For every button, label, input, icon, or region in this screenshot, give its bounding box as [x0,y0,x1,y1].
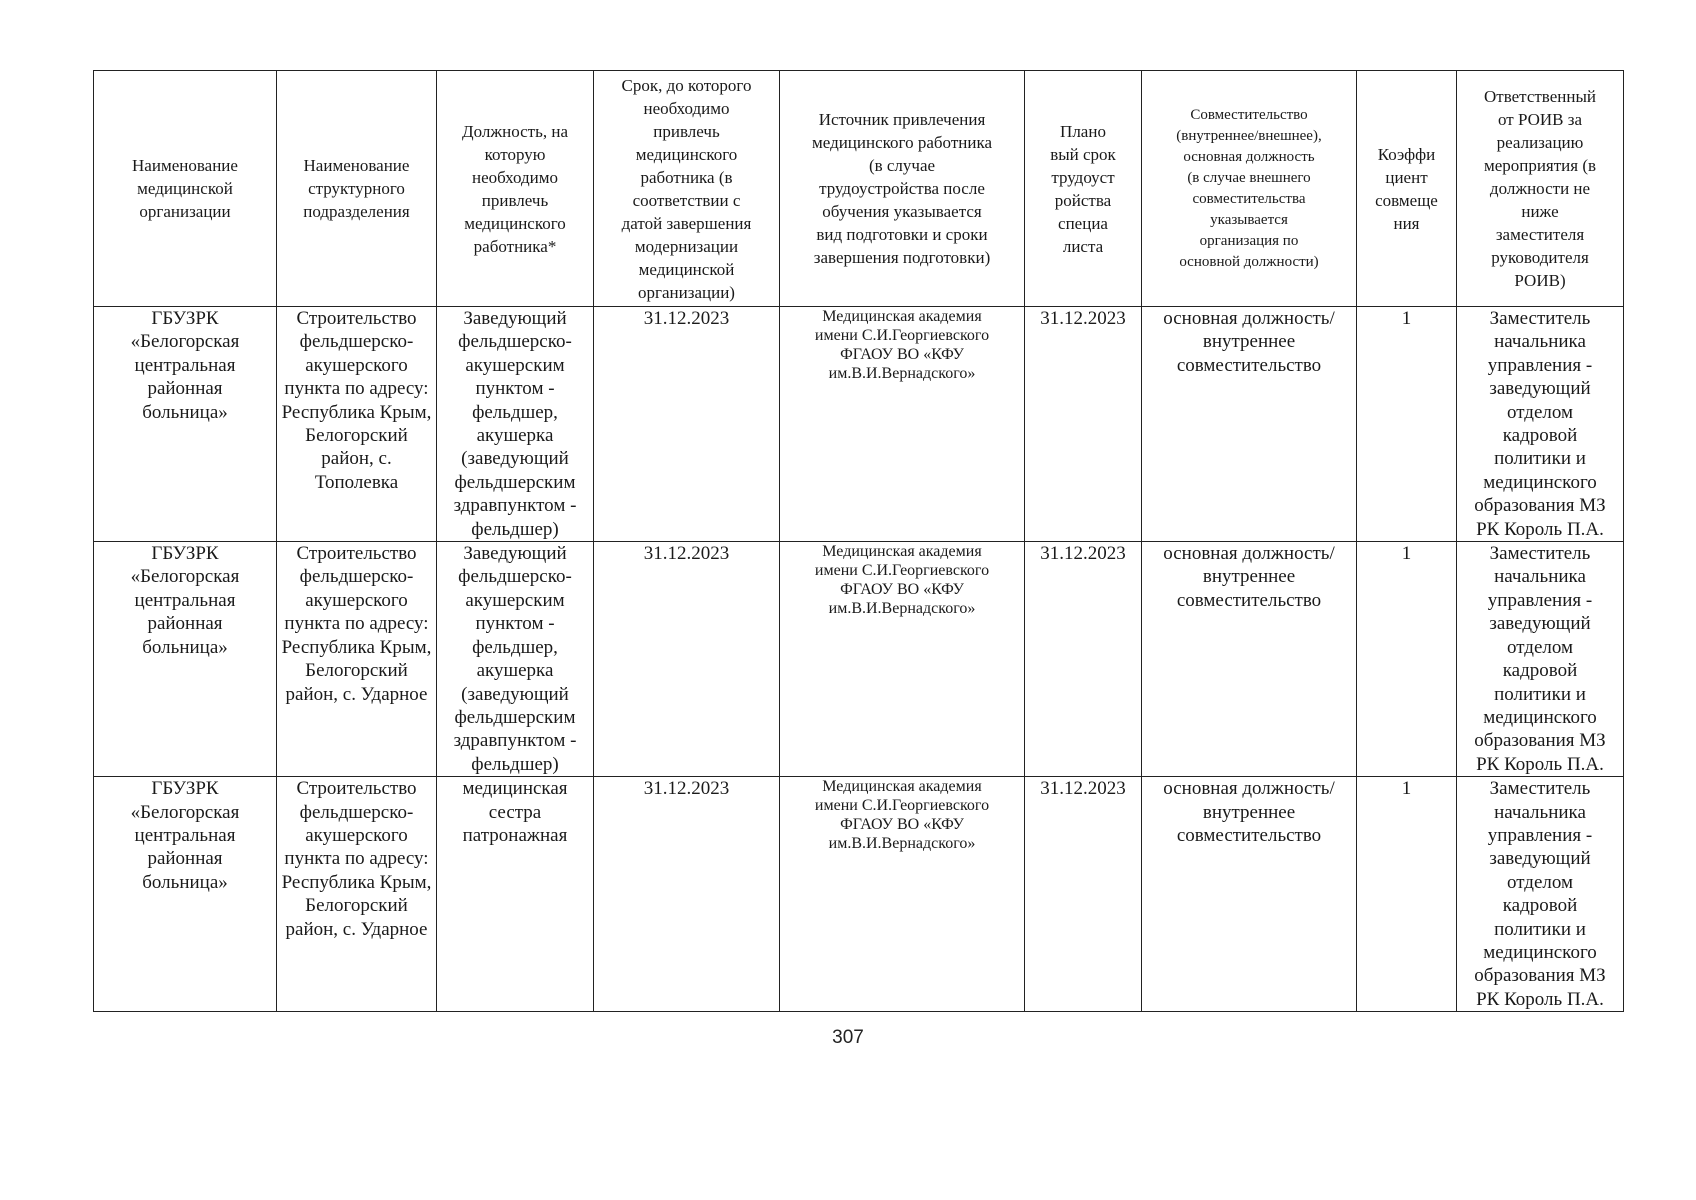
cell-responsible: Заместитель начальника управления - заведующий отделом кадровой политики и медицинского образования МЗ РК Король П.А. [1457,307,1624,542]
header-subdivision: Наименование структурного подразделения [277,71,437,307]
cell-position: Заведующий фельдшерско-акушерским пунктом - фельдшер, акушерка (заведующий фельдшерским здравпунктом - фельдшер) [437,307,594,542]
header-position: Должность, на которую необходимо привлечь медицинского работника* [437,71,594,307]
header-planned-date: Плано вый срок трудоуст ройства специа листа [1025,71,1142,307]
cell-source: Медицинская академия имени С.И.Георгиевского ФГАОУ ВО «КФУ им.В.И.Вернадского» [780,777,1025,1012]
cell-planned-date: 31.12.2023 [1025,777,1142,1012]
cell-deadline: 31.12.2023 [594,542,780,777]
cell-combination: основная должность/ внутреннее совместительство [1142,307,1357,542]
cell-responsible: Заместитель начальника управления - заведующий отделом кадровой политики и медицинского образования МЗ РК Король П.А. [1457,542,1624,777]
cell-combination: основная должность/ внутреннее совместительство [1142,542,1357,777]
header-combination: Совместительство (внутреннее/внешнее), основная должность (в случае внешнего совместительства указывается организация по основной должности) [1142,71,1357,307]
cell-coefficient: 1 [1357,542,1457,777]
table-row [94,777,1624,1012]
header-deadline: Срок, до которого необходимо привлечь медицинского работника (в соответствии с датой завершения модернизации медицинской организации) [594,71,780,307]
header-responsible: Ответственный от РОИВ за реализацию мероприятия (в должности не ниже заместителя руководителя РОИВ) [1457,71,1624,307]
header-organization: Наименование медицинской организации [94,71,277,307]
cell-position: Заведующий фельдшерско-акушерским пунктом - фельдшер, акушерка (заведующий фельдшерским здравпунктом - фельдшер) [437,542,594,777]
cell-combination: основная должность/ внутреннее совместительство [1142,777,1357,1012]
cell-responsible: Заместитель начальника управления - заведующий отделом кадровой политики и медицинского образования МЗ РК Король П.А. [1457,777,1624,1012]
header-row [94,71,1624,307]
cell-deadline: 31.12.2023 [594,777,780,1012]
table-row [94,307,1624,542]
table-row [94,542,1624,777]
cell-organization: ГБУЗРК «Белогорская центральная районная больница» [94,777,277,1012]
staffing-table [93,70,1624,1012]
cell-planned-date: 31.12.2023 [1025,542,1142,777]
cell-organization: ГБУЗРК «Белогорская центральная районная больница» [94,307,277,542]
cell-deadline: 31.12.2023 [594,307,780,542]
header-source: Источник привлечения медицинского работника (в случае трудоустройства после обучения указывается вид подготовки и сроки завершения подготовки) [780,71,1025,307]
cell-subdivision: Строительство фельдшерско-акушерского пункта по адресу: Республика Крым, Белогорский район, с. Ударное [277,777,437,1012]
header-coefficient: Коэффи циент совмеще ния [1357,71,1457,307]
cell-coefficient: 1 [1357,777,1457,1012]
page-number: 307 [832,1027,864,1048]
cell-position: медицинская сестра патронажная [437,777,594,1012]
cell-coefficient: 1 [1357,307,1457,542]
cell-organization: ГБУЗРК «Белогорская центральная районная больница» [94,542,277,777]
cell-source: Медицинская академия имени С.И.Георгиевского ФГАОУ ВО «КФУ им.В.И.Вернадского» [780,307,1025,542]
cell-subdivision: Строительство фельдшерско-акушерского пункта по адресу: Республика Крым, Белогорский район, с. Ударное [277,542,437,777]
cell-planned-date: 31.12.2023 [1025,307,1142,542]
cell-subdivision: Строительство фельдшерско-акушерского пункта по адресу: Республика Крым, Белогорский район, с. Тополевка [277,307,437,542]
cell-source: Медицинская академия имени С.И.Георгиевского ФГАОУ ВО «КФУ им.В.И.Вернадского» [780,542,1025,777]
